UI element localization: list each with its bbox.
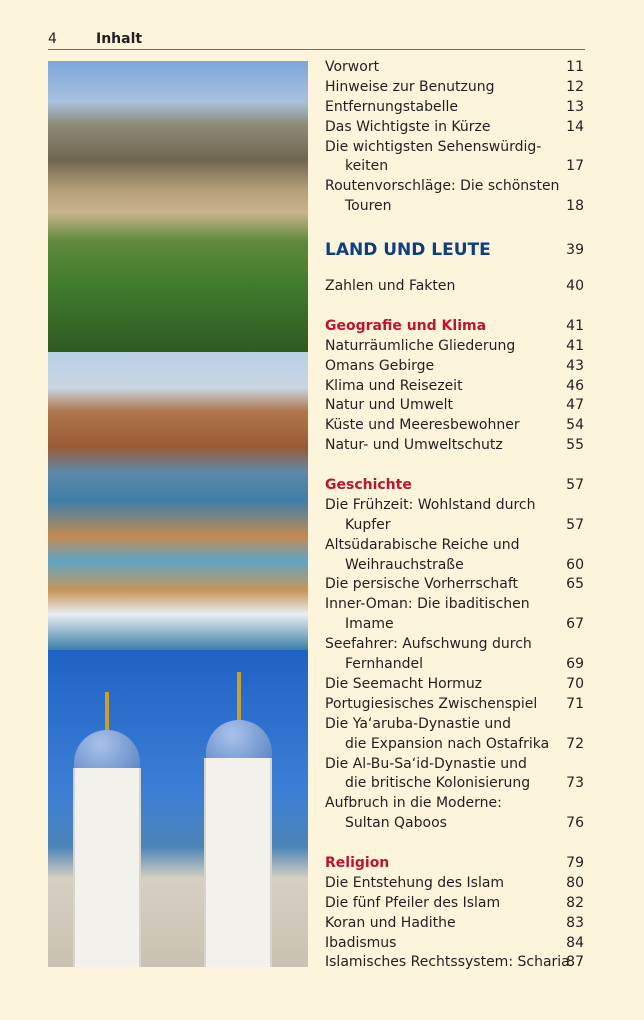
- toc-entry[interactable]: [325, 536, 584, 556]
- toc-entry[interactable]: [325, 914, 584, 934]
- section-heading[interactable]: [325, 317, 584, 337]
- toc-entry[interactable]: [325, 177, 584, 197]
- coast-lagoon-photo: [48, 352, 308, 650]
- toc-entry-title: Geografie und Klima: [325, 317, 487, 334]
- toc-entry-title: Religion: [325, 854, 390, 871]
- toc-entry-title: Klima und Reisezeit: [325, 377, 463, 394]
- toc-entry[interactable]: [325, 556, 584, 576]
- toc-entry-title: Routenvorschläge: Die schönsten: [325, 178, 560, 195]
- toc-entry[interactable]: [325, 277, 584, 297]
- toc-entry[interactable]: [325, 98, 584, 118]
- toc-entry-title: Weihrauchstraße: [345, 556, 464, 573]
- section-heading[interactable]: [325, 854, 584, 874]
- minaret-spire: [237, 672, 241, 724]
- toc-entry-title: Die Al-Bu-Sa‘id-Dynastie und: [325, 755, 527, 772]
- toc-page-number: 65: [566, 576, 584, 593]
- toc-entry[interactable]: [325, 675, 584, 695]
- toc-page-number: 14: [566, 118, 584, 135]
- toc-entry[interactable]: [325, 436, 584, 456]
- header-title: Inhalt: [96, 31, 143, 47]
- toc-page-number: 39: [566, 242, 584, 259]
- toc-entry-title: Aufbruch in die Moderne:: [325, 795, 502, 812]
- toc-entry-title: Sultan Qaboos: [345, 815, 447, 832]
- toc-entry-title: Natur und Umwelt: [325, 397, 454, 414]
- toc-page-number: 70: [566, 675, 584, 692]
- page-number: 4: [48, 31, 57, 47]
- toc-entry-title: Imame: [345, 616, 394, 633]
- toc-entry[interactable]: [325, 874, 584, 894]
- toc-entry[interactable]: [325, 615, 584, 635]
- toc-entry-title: Kupfer: [345, 516, 391, 533]
- toc-entry-title: Zahlen und Fakten: [325, 278, 456, 295]
- toc-entry-title: Altsüdarabische Reiche und: [325, 536, 520, 553]
- toc-entry-title: Vorwort: [325, 59, 380, 75]
- toc-entry[interactable]: [325, 357, 584, 377]
- minaret-spire: [105, 692, 109, 732]
- toc-page-number: 57: [566, 516, 584, 533]
- toc-page-number: 60: [566, 556, 584, 573]
- toc-page-number: 82: [566, 894, 584, 911]
- toc-entry[interactable]: [325, 894, 584, 914]
- toc-entry[interactable]: [325, 396, 584, 416]
- toc-page-number: 57: [566, 477, 584, 494]
- toc-page-number: 12: [566, 78, 584, 95]
- toc-entry[interactable]: [325, 715, 584, 735]
- toc-entry[interactable]: [325, 78, 584, 98]
- toc-page-number: 13: [566, 98, 584, 115]
- spacer: [325, 263, 584, 277]
- toc-entry[interactable]: [325, 138, 584, 158]
- toc-entry-title: Islamisches Rechtssystem: Scharia: [325, 954, 570, 971]
- toc-entry-title: Die Ya‘aruba-Dynastie und: [325, 715, 511, 732]
- toc-entry-title: Seefahrer: Aufschwung durch: [325, 636, 532, 653]
- toc-entry[interactable]: [325, 416, 584, 436]
- toc-entry[interactable]: [325, 755, 584, 775]
- toc-page-number: 72: [566, 735, 584, 752]
- toc-page-number: 83: [566, 914, 584, 931]
- toc-entry[interactable]: [325, 496, 584, 516]
- toc-entry-title: keiten: [345, 158, 389, 175]
- section-heading[interactable]: [325, 476, 584, 496]
- toc-entry[interactable]: [325, 58, 584, 78]
- toc-page-number: 71: [566, 695, 584, 712]
- toc-entry[interactable]: [325, 735, 584, 755]
- toc-entry-title: Hinweise zur Benutzung: [325, 78, 495, 95]
- toc-entry-title: Geschichte: [325, 477, 412, 494]
- mountain-village-terraces-photo: [48, 61, 308, 352]
- toc-page-number: 80: [566, 874, 584, 891]
- toc-page-number: 67: [566, 616, 584, 633]
- spacer: [325, 834, 584, 854]
- toc-entry-title: Das Wichtigste in Kürze: [325, 118, 491, 135]
- toc-page-number: 40: [566, 278, 584, 295]
- minaret-tower: [204, 758, 272, 967]
- toc-page-number: 84: [566, 934, 584, 951]
- toc-entry[interactable]: [325, 575, 584, 595]
- toc-entry-title: Die Entstehung des Islam: [325, 874, 505, 891]
- part-heading[interactable]: [325, 237, 584, 263]
- toc-page-number: 54: [566, 417, 584, 434]
- toc-entry[interactable]: [325, 774, 584, 794]
- toc-entry[interactable]: [325, 595, 584, 615]
- toc-entry-title: Natur- und Umweltschutz: [325, 437, 503, 454]
- toc-entry-title: die britische Kolonisierung: [345, 775, 531, 792]
- toc-page-number: 73: [566, 775, 584, 792]
- toc-page-number: 18: [566, 198, 584, 215]
- minaret-dome: [74, 730, 140, 770]
- toc-entry-title: Die fünf Pfeiler des Islam: [325, 894, 501, 911]
- toc-entry-title: Portugiesisches Zwischenspiel: [325, 695, 538, 712]
- toc-entry-title: Die persische Vorherrschaft: [325, 576, 519, 593]
- toc-entry-title: Die wichtigsten Sehenswürdig-: [325, 138, 542, 155]
- minaret-dome: [206, 720, 272, 760]
- toc-entry-title: Fernhandel: [345, 656, 423, 673]
- toc-entry[interactable]: [325, 794, 584, 814]
- toc-entry-title: Entfernungstabelle: [325, 98, 459, 115]
- toc-entry[interactable]: [325, 814, 584, 834]
- toc-entry[interactable]: [325, 377, 584, 397]
- toc-entry-title: Omans Gebirge: [325, 357, 435, 374]
- minaret-tower: [73, 768, 141, 967]
- toc-entry[interactable]: [325, 934, 584, 954]
- toc-entry-title: Die Frühzeit: Wohlstand durch: [325, 496, 536, 513]
- spacer: [325, 297, 584, 317]
- spacer: [325, 456, 584, 476]
- toc-entry-title: Inner-Oman: Die ibaditischen: [325, 596, 530, 613]
- toc-entry[interactable]: [325, 197, 584, 217]
- toc-page-number: 55: [566, 437, 584, 454]
- toc-page-number: 47: [566, 397, 584, 414]
- toc-entry-title: LAND UND LEUTE: [325, 240, 491, 261]
- toc-entry[interactable]: [325, 953, 584, 973]
- toc-entry-title: Koran und Hadithe: [325, 914, 456, 931]
- toc-entry[interactable]: [325, 157, 584, 177]
- toc-entry-title: Küste und Meeresbewohner: [325, 417, 520, 434]
- toc-entry[interactable]: [325, 635, 584, 655]
- toc-entry-title: Die Seemacht Hormuz: [325, 675, 483, 692]
- toc-page-number: 87: [566, 954, 584, 971]
- table-of-contents: [325, 58, 584, 973]
- toc-page-number: 76: [566, 815, 584, 832]
- toc-page-number: 11: [566, 59, 584, 75]
- toc-entry[interactable]: [325, 337, 584, 357]
- toc-page-number: 69: [566, 656, 584, 673]
- toc-entry-title: die Expansion nach Ostafrika: [345, 735, 550, 752]
- toc-page-number: 79: [566, 854, 584, 871]
- toc-page-number: 46: [566, 377, 584, 394]
- toc-entry-title: Touren: [345, 198, 392, 215]
- toc-page-number: 17: [566, 158, 584, 175]
- mosque-minarets-photo: [48, 650, 308, 967]
- running-header: [48, 31, 585, 50]
- toc-entry-title: Naturräumliche Gliederung: [325, 337, 516, 354]
- toc-entry-title: Ibadismus: [325, 934, 397, 951]
- toc-entry[interactable]: [325, 516, 584, 536]
- toc-entry[interactable]: [325, 118, 584, 138]
- toc-entry[interactable]: [325, 695, 584, 715]
- toc-page-number: 41: [566, 337, 584, 354]
- toc-page-number: 41: [566, 317, 584, 334]
- toc-entry[interactable]: [325, 655, 584, 675]
- toc-page-number: 43: [566, 357, 584, 374]
